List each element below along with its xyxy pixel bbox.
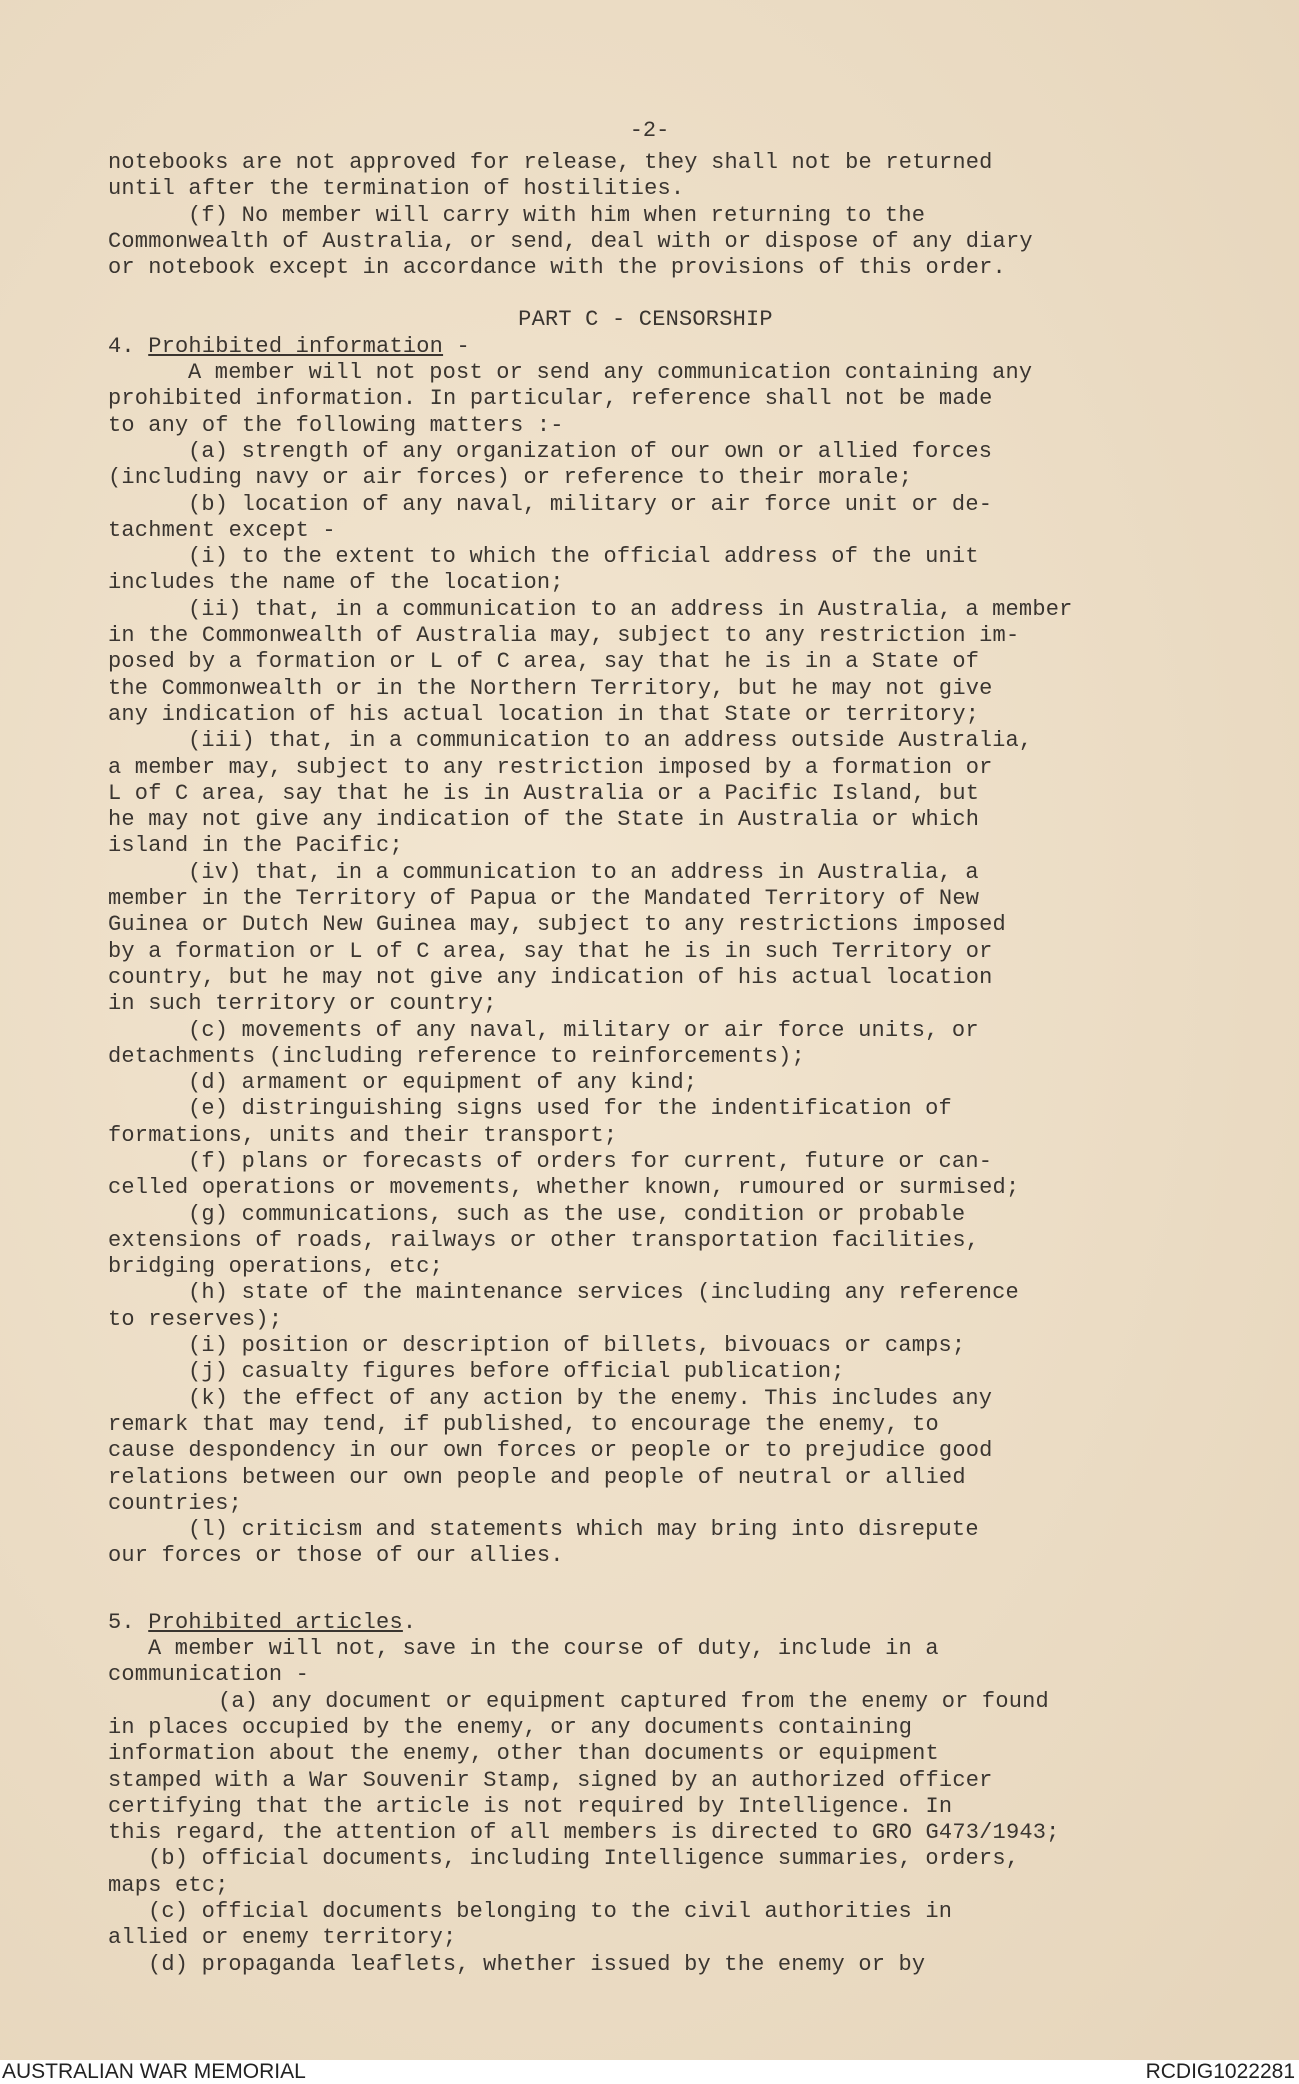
text-line: (ii) that, in a communication to an address in Australia, a member: [188, 596, 1073, 622]
text-line: communication -: [108, 1662, 310, 1688]
text-line: (i) to the extent to which the official address of the unit: [188, 544, 979, 570]
text-line: (i) position or description of billets, bivouacs or camps;: [188, 1333, 966, 1359]
text-line: in the Commonwealth of Australia may, subject to any restriction im-: [108, 623, 1020, 649]
text-line: a member may, subject to any restriction imposed by a formation or: [108, 754, 993, 780]
text-line: includes the name of the location;: [108, 570, 564, 596]
text-line: (a) any document or equipment captured from the enemy or found: [218, 1688, 1049, 1714]
text-line: in places occupied by the enemy, or any documents containing: [108, 1714, 913, 1740]
text-line: remark that may tend, if published, to encourage the enemy, to: [108, 1411, 939, 1437]
text-line: country, but he may not give any indication of his actual location: [108, 964, 993, 990]
text-line: maps etc;: [108, 1872, 229, 1898]
text-line: celled operations or movements, whether known, rumoured or surmised;: [108, 1175, 1020, 1201]
text-line: until after the termination of hostilities.: [108, 176, 685, 202]
section-4-suffix: -: [443, 333, 470, 359]
text-line: detachments (including reference to reinforcements);: [108, 1043, 805, 1069]
text-line: L of C area, say that he is in Australia or a Pacific Island, but: [108, 780, 980, 806]
text-line: (c) official documents belonging to the civil authorities in: [148, 1899, 953, 1924]
typed-text-body: [108, 150, 1183, 1978]
text-line: prohibited information. In particular, reference shall not be made: [108, 386, 993, 412]
section-5-title: Prohibited articles: [148, 1609, 403, 1635]
text-line: A member will not post or send any communication containing any: [188, 360, 1033, 386]
text-line: in such territory or country;: [108, 991, 497, 1017]
page-number: -2-: [629, 118, 670, 143]
spacer: [108, 281, 1183, 307]
text-line: to reserves);: [108, 1306, 283, 1332]
section-5-body: [108, 1636, 1183, 1978]
text-line: by a formation or L of C area, say that he is in such Territory or: [108, 938, 993, 964]
section-5-number: 5.: [108, 1609, 135, 1635]
text-line: notebooks are not approved for release, they shall not be returned: [108, 150, 993, 175]
section-4-number: 4.: [108, 333, 135, 359]
text-line: (e) distringuishing signs used for the indentification of: [188, 1096, 952, 1122]
text-line: this regard, the attention of all members is directed to GRO G473/1943;: [108, 1820, 1060, 1846]
text-line: any indication of his actual location in that State or territory;: [108, 701, 980, 727]
text-line: (iv) that, in a communication to an address in Australia, a: [188, 859, 979, 885]
section-4-body: [108, 360, 1183, 1570]
section-4-title: Prohibited information: [148, 333, 444, 359]
footer-id: RCDIG1022281: [1145, 2060, 1295, 2083]
section-5-suffix: .: [402, 1609, 417, 1635]
text-line: Commonwealth of Australia, or send, deal with or dispose of any diary: [108, 228, 1033, 254]
text-line: member in the Territory of Papua or the Mandated Territory of New: [108, 886, 980, 912]
text-line: the Commonwealth or in the Northern Territory, but he may not give: [108, 675, 993, 701]
text-line: cause despondency in our own forces or people or to prejudice good: [108, 1438, 993, 1464]
text-line: (l) criticism and statements which may bring into disrepute: [188, 1517, 979, 1543]
text-line: information about the enemy, other than documents or equipment: [108, 1741, 939, 1767]
footer-bar: [0, 2060, 1299, 2082]
section-5-heading: [108, 1610, 1183, 1636]
footer-source: AUSTRALIAN WAR MEMORIAL: [2, 2060, 306, 2083]
text-line: (d) armament or equipment of any kind;: [188, 1070, 698, 1096]
text-line: bridging operations, etc;: [108, 1254, 444, 1280]
text-line: he may not give any indication of the State in Australia or which: [108, 807, 980, 833]
text-line: countries;: [108, 1490, 243, 1516]
text-line: tachment except -: [108, 517, 336, 543]
text-line: our forces or those of our allies.: [108, 1543, 564, 1569]
text-line: (c) movements of any naval, military or air force units, or: [188, 1017, 979, 1043]
text-line: A member will not, save in the course of duty, include in a: [148, 1636, 939, 1662]
section-4-heading: [108, 334, 1183, 360]
text-line: relations between our own people and people of neutral or allied: [108, 1464, 966, 1490]
text-line: (j) casualty figures before official publication;: [188, 1359, 845, 1385]
text-line: allied or enemy territory;: [108, 1925, 457, 1951]
text-line: (f) No member will carry with him when returning to the: [188, 202, 926, 228]
text-line: (k) the effect of any action by the enemy. This includes any: [188, 1385, 993, 1411]
text-line: (b) location of any naval, military or air force unit or de-: [188, 491, 993, 517]
text-line: (d) propaganda leaflets, whether issued by the enemy or by: [148, 1951, 926, 1977]
text-line: posed by a formation or L of C area, say that he is in a State of: [108, 649, 980, 675]
text-line: formations, units and their transport;: [108, 1122, 618, 1148]
text-line: (g) communications, such as the use, condition or probable: [188, 1201, 966, 1227]
text-line: island in the Pacific;: [108, 833, 403, 859]
part-heading: PART C - CENSORSHIP: [518, 307, 773, 333]
text-line: extensions of roads, railways or other transportation facilities,: [108, 1227, 980, 1253]
text-line: stamped with a War Souvenir Stamp, signed by an authorized officer: [108, 1767, 993, 1793]
text-line: (b) official documents, including Intelligence summaries, orders,: [148, 1846, 1020, 1872]
text-line: (including navy or air forces) or reference to their morale;: [108, 465, 913, 491]
spacer: [108, 1570, 1183, 1610]
text-line: (a) strength of any organization of our own or allied forces: [188, 438, 993, 464]
text-line: (h) state of the maintenance services (including any reference: [188, 1280, 1019, 1306]
text-line: or notebook except in accordance with the provisions of this order.: [108, 255, 1006, 281]
text-line: to any of the following matters :-: [108, 412, 564, 438]
text-line: (f) plans or forecasts of orders for current, future or can-: [188, 1148, 993, 1174]
text-line: certifying that the article is not required by Intelligence. In: [108, 1793, 953, 1819]
text-line: (iii) that, in a communication to an address outside Australia,: [188, 728, 1033, 754]
text-line: Guinea or Dutch New Guinea may, subject to any restrictions imposed: [108, 912, 1006, 938]
